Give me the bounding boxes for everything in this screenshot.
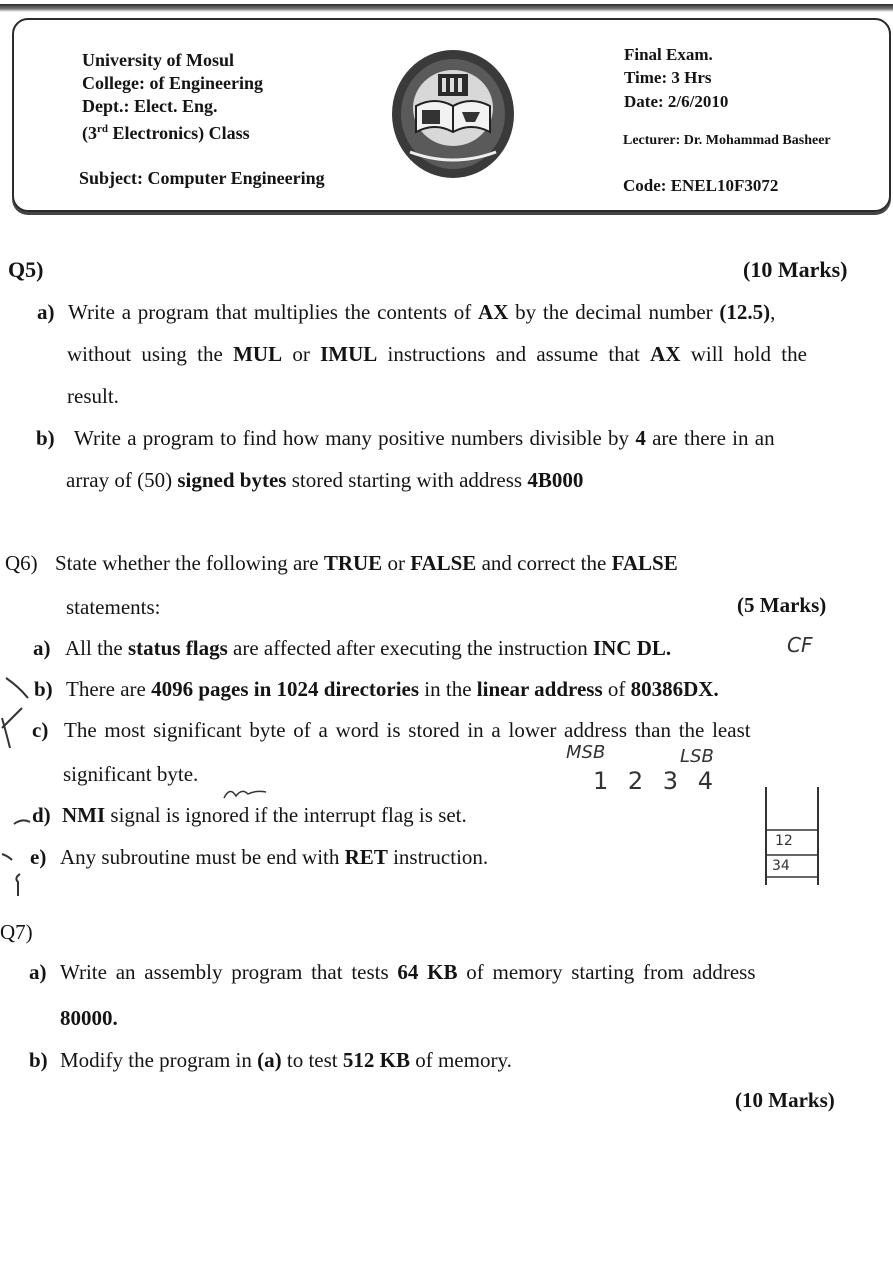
memory-cell-1: 12 (775, 833, 793, 849)
q6b-label: b) (34, 677, 53, 701)
class-name: (3rd Electronics) Class (82, 123, 250, 143)
q5-marks: (10 Marks) (743, 257, 848, 282)
q6b-text: There are 4096 pages in 1024 directories in the linear address of 80386DX. (66, 677, 719, 701)
university-seal-icon (390, 48, 516, 180)
q6e-text: Any subroutine must be end with RET instruction. (60, 845, 489, 869)
q6e-label: e) (30, 845, 47, 869)
q5a-line2: without using the MUL or IMUL instructions and assume that AX will hold the (67, 342, 807, 366)
q5a-line3: result. (67, 384, 119, 408)
college-name: College: of Engineering (82, 73, 263, 93)
handwritten-lsb: LSB (680, 746, 714, 767)
q6c-line2: significant byte. (63, 762, 199, 786)
q6c-label: c) (32, 718, 49, 742)
q6a-label: a) (33, 636, 51, 660)
lecturer: Lecturer: Dr. Mohammad Basheer (623, 133, 831, 148)
q6d-text: NMI signal is ignored if the interrupt flag is set. (62, 803, 467, 827)
q6a-text: All the status flags are affected after executing the instruction INC DL. (65, 636, 672, 660)
q7-marks: (10 Marks) (735, 1088, 835, 1112)
department: Dept.: Elect. Eng. (82, 96, 218, 116)
q5a-line1: Write a program that multiplies the contents of AX by the decimal number (12.5), (68, 300, 776, 324)
q6c-line1: The most significant byte of a word is stored in a lower address than the least (64, 718, 751, 742)
q6-label: Q6) (5, 551, 38, 575)
q5b-line2: array of (50) signed bytes stored starting with address 4B000 (66, 468, 584, 492)
course-code: Code: ENEL10F3072 (623, 176, 779, 195)
university-name: University of Mosul (82, 50, 234, 70)
q5b-line1: Write a program to find how many positive numbers divisible by 4 are there in an (74, 426, 775, 450)
exam-date: Date: 2/6/2010 (624, 92, 729, 111)
q6d-label: d) (32, 803, 51, 827)
q7a-label: a) (29, 960, 47, 984)
q5-label: Q5) (8, 257, 44, 282)
q7b-text: Modify the program in (a) to test 512 KB of memory. (60, 1048, 512, 1072)
exam-type: Final Exam. (624, 45, 713, 64)
handwritten-margin-marks (0, 660, 40, 900)
q7b-label: b) (29, 1048, 48, 1072)
q7a-line1: Write an assembly program that tests 64 KB of memory starting from address (60, 960, 756, 984)
q7a-line2: 80000. (60, 1006, 118, 1030)
exam-time: Time: 3 Hrs (624, 68, 712, 87)
q6-line1: State whether the following are TRUE or FALSE and correct the FALSE (55, 551, 678, 575)
handwritten-digits: 1 2 3 4 (593, 767, 719, 795)
memory-cell-2: 34 (772, 858, 790, 874)
q7-label: Q7) (0, 920, 33, 944)
handwritten-cf: CF (787, 633, 813, 657)
subject: Subject: Computer Engineering (79, 168, 325, 188)
q5a-label: a) (37, 300, 55, 324)
handwritten-arabic-note (220, 780, 270, 806)
handwritten-msb: MSB (566, 742, 606, 763)
q5b-label: b) (36, 426, 55, 450)
scan-top-edge (0, 4, 893, 12)
q6-line2: statements: (66, 595, 161, 619)
q6-marks: (5 Marks) (737, 593, 827, 617)
